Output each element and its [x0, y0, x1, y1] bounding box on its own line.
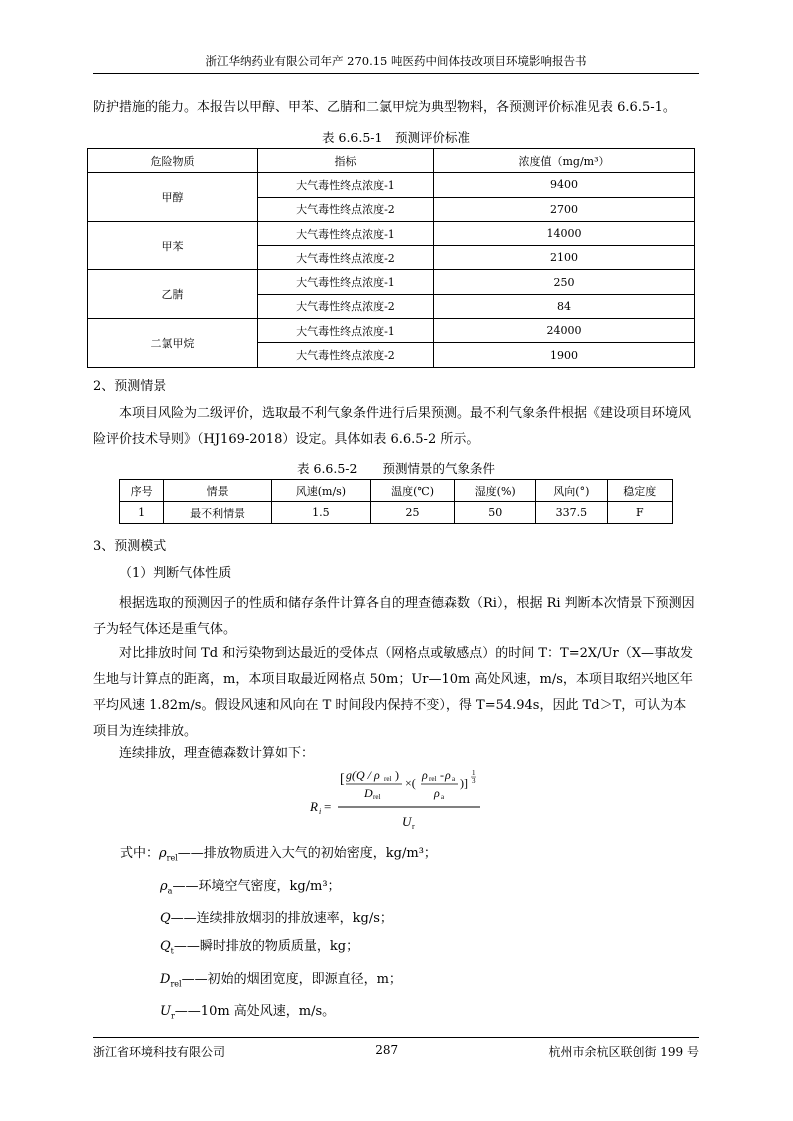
- evaluation-standard-table: [87, 148, 695, 368]
- table2-header: 风向(°): [536, 480, 607, 502]
- svg-text:ρ: ρ: [434, 786, 440, 800]
- variable-rho-a: [160, 873, 437, 906]
- release-time-paragraph: 对比排放时间 Td 和污染物到达最近的受体点（网格点或敏感点）的时间 T：T=2X/Ur（X—事故发生地与计算点的距离，m，本项目取最近网格点 50m；Ur—10m 高处风速，m/s，本项目取绍兴地区年平均风速 1.82m/s。假设风速和风向在 T 时间段内保持不变），得 T=54.94s，因此 Td＞T，可认为本项目为连续排放。: [93, 646, 693, 739]
- variable-description: ——10m 高处风速，m/s。: [174, 1004, 336, 1020]
- page-footer: [93, 1037, 699, 1060]
- substance-cell: 乙腈: [88, 270, 258, 319]
- substance-cell: 甲苯: [88, 221, 258, 270]
- table2-header: 情景: [164, 480, 272, 502]
- variable-description: ——排放物质进入大气的初始密度，kg/m³；: [177, 846, 437, 861]
- page-number: 287: [375, 1043, 399, 1057]
- indicator-cell: 大气毒性终点浓度-2: [257, 343, 433, 367]
- variable-d-rel: [160, 966, 437, 999]
- section2-paragraph: 本项目风险为二级评价，选取最不利气象条件进行后果预测。最不利气象条件根据《建设项目环境风险评价技术导则》（HJ169-2018）设定。具体如表 6.6.5-2 所示。: [93, 406, 692, 447]
- weather-conditions-table: [119, 479, 673, 524]
- footer-company: 浙江省环境科技有限公司: [93, 1045, 226, 1059]
- intro-paragraph: 防护措施的能力。本报告以甲醇、甲苯、乙腈和二氯甲烷为典型物料，各预测评价标准见表 6.6.5-1。: [93, 100, 676, 115]
- page-header: 浙江华纳药业有限公司年产 270.15 吨医药中间体技改项目环境影响报告书: [93, 53, 699, 74]
- variable-symbol: Q: [160, 911, 171, 927]
- value-cell: 24000: [433, 319, 694, 343]
- value-cell: 2700: [433, 197, 694, 221]
- svg-text:g(Q / ρ: g(Q / ρ: [346, 768, 380, 782]
- value-cell: 14000: [433, 221, 694, 245]
- table2-header: 稳定度: [607, 480, 672, 502]
- svg-text:a: a: [452, 775, 456, 783]
- svg-text:[: [: [340, 772, 345, 787]
- section2-title: 2、预测情景: [93, 379, 167, 394]
- variable-definitions: [120, 840, 437, 1031]
- value-cell: 2100: [433, 246, 694, 270]
- table2-header: 湿度(%): [455, 480, 536, 502]
- value-cell: 250: [433, 270, 694, 294]
- svg-text:×(: ×(: [405, 776, 416, 790]
- variable-subscript: r: [170, 1011, 175, 1021]
- variable-symbol: ρ: [159, 846, 167, 861]
- variable-symbol: ρ: [160, 878, 168, 894]
- table2-header: 温度(℃): [370, 480, 454, 502]
- svg-text:3: 3: [472, 777, 476, 785]
- table1-caption: 表 6.6.5-1 预测评价标准: [322, 130, 470, 145]
- variable-symbol: U: [160, 1004, 171, 1020]
- indicator-cell: 大气毒性终点浓度-2: [257, 197, 433, 221]
- svg-text:1: 1: [472, 769, 476, 777]
- variable-symbol: Q: [160, 939, 171, 955]
- variable-description: ——连续排放烟羽的排放速率，kg/s；: [170, 911, 393, 927]
- table1-header: 浓度值（mg/m³）: [433, 149, 694, 173]
- variable-subscript: a: [167, 886, 173, 896]
- indicator-cell: 大气毒性终点浓度-1: [257, 221, 433, 245]
- indicator-cell: 大气毒性终点浓度-1: [257, 319, 433, 343]
- substance-cell: 甲醇: [88, 173, 258, 222]
- table2-cell: 1: [120, 502, 164, 524]
- table2-header: 风速(m/s): [271, 480, 370, 502]
- svg-text:rel: rel: [429, 775, 437, 783]
- richardson-formula: [310, 763, 510, 833]
- svg-text:): ): [395, 768, 399, 782]
- variable-description: ——瞬时排放的物质质量，kg；: [173, 939, 360, 955]
- svg-text:rel: rel: [384, 775, 392, 783]
- table2-caption: 表 6.6.5-2 预测情景的气象条件: [297, 461, 495, 476]
- svg-text:=: =: [324, 799, 332, 814]
- indicator-cell: 大气毒性终点浓度-1: [257, 270, 433, 294]
- table2-cell: 最不利情景: [164, 502, 272, 524]
- svg-text:ρ: ρ: [445, 768, 451, 782]
- variable-symbol: D: [160, 971, 171, 987]
- svg-text:R: R: [310, 799, 318, 814]
- variable-subscript: rel: [170, 979, 182, 989]
- table2-header: 序号: [120, 480, 164, 502]
- table1-header: 危险物质: [88, 149, 258, 173]
- svg-text:r: r: [412, 822, 415, 831]
- variable-q: [160, 905, 437, 933]
- ri-paragraph: 根据选取的预测因子的性质和储存条件计算各自的理查德森数（Ri），根据 Ri 判断本次情景下预测因子为轻气体还是重气体。: [93, 596, 695, 637]
- section3-title: 3、预测模式: [93, 539, 167, 554]
- continuous-release-intro: 连续排放，理查德森数计算如下：: [119, 746, 315, 761]
- svg-text:U: U: [402, 814, 412, 829]
- variable-description: ——环境空气密度，kg/m³；: [172, 878, 341, 894]
- table2-cell: 337.5: [536, 502, 607, 524]
- value-cell: 9400: [433, 173, 694, 197]
- svg-text:)]: )]: [460, 776, 468, 790]
- svg-text:D: D: [364, 786, 373, 800]
- variable-description: ——初始的烟团宽度，即源直径，m；: [181, 971, 402, 987]
- variable-subscript: t: [170, 946, 174, 956]
- svg-text:-: -: [440, 768, 444, 782]
- svg-text:rel: rel: [373, 793, 381, 801]
- value-cell: 84: [433, 294, 694, 318]
- footer-address: 杭州市余杭区联创街 199 号: [548, 1045, 699, 1059]
- svg-text:a: a: [441, 793, 445, 801]
- table2-cell: 1.5: [271, 502, 370, 524]
- variable-prefix: 式中：: [120, 846, 160, 861]
- sub1-title: （1）判断气体性质: [119, 566, 232, 581]
- substance-cell: 二氯甲烷: [88, 319, 258, 368]
- table1-header: 指标: [257, 149, 433, 173]
- svg-text:ρ: ρ: [422, 768, 428, 782]
- indicator-cell: 大气毒性终点浓度-1: [257, 173, 433, 197]
- variable-ur: [160, 998, 437, 1031]
- variable-qt: [160, 933, 437, 966]
- table2-cell: 25: [370, 502, 454, 524]
- indicator-cell: 大气毒性终点浓度-2: [257, 246, 433, 270]
- variable-rho-rel: [120, 840, 437, 873]
- variable-subscript: rel: [166, 853, 178, 863]
- indicator-cell: 大气毒性终点浓度-2: [257, 294, 433, 318]
- table2-cell: F: [607, 502, 672, 524]
- svg-text:i: i: [319, 807, 322, 816]
- table2-cell: 50: [455, 502, 536, 524]
- value-cell: 1900: [433, 343, 694, 367]
